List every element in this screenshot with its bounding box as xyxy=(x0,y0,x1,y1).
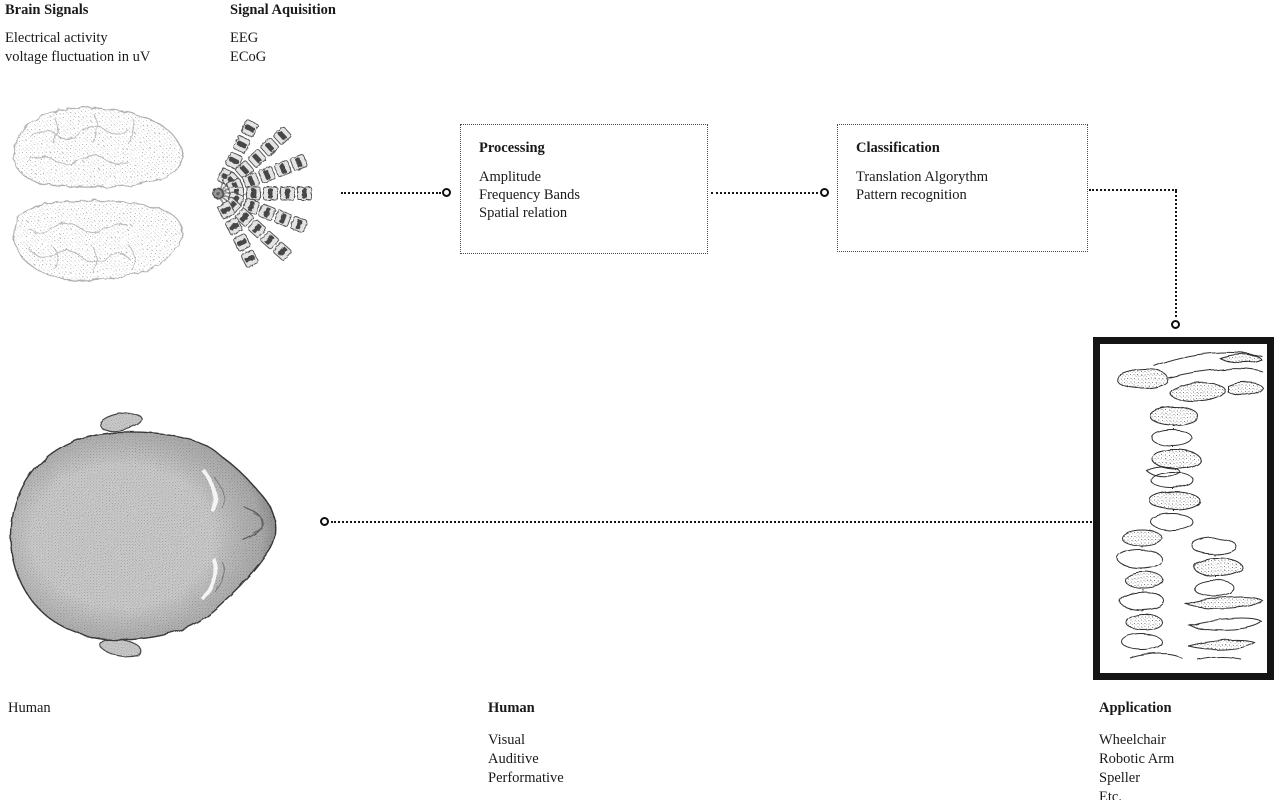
brain-signals-line: voltage fluctuation in uV xyxy=(5,49,151,65)
electrode-strip-fan-image xyxy=(212,118,316,269)
human-feedback-line: Visual xyxy=(488,732,525,748)
connector-processing-to-classification xyxy=(711,192,818,194)
connector-classification-to-application-horizontal xyxy=(1089,189,1177,191)
connector-node-application xyxy=(1171,320,1180,329)
brain-illustration xyxy=(2,100,188,290)
processing-line: Frequency Bands xyxy=(479,187,581,203)
electrode-array-illustration xyxy=(212,118,316,269)
application-line: Speller xyxy=(1099,770,1141,786)
connector-human-to-application xyxy=(331,521,1092,523)
signal-acquisition-body xyxy=(230,29,266,67)
human-feedback-line: Performative xyxy=(488,770,564,786)
classification-box xyxy=(837,124,1088,252)
connector-node-classification xyxy=(820,188,829,197)
signal-acquisition-title: Signal Aquisition xyxy=(230,2,336,18)
application-line: Wheelchair xyxy=(1099,732,1166,748)
processing-line: Spatial relation xyxy=(479,205,568,221)
brain-signals-title: Brain Signals xyxy=(5,2,89,18)
classification-title: Classification xyxy=(856,140,940,156)
connector-node-human xyxy=(320,517,329,526)
human-source-label: Human xyxy=(8,700,51,716)
connector-node-processing xyxy=(442,188,451,197)
signal-acquisition-line: ECoG xyxy=(230,49,267,65)
connector-acquisition-to-processing xyxy=(341,192,441,194)
human-feedback-title: Human xyxy=(488,700,535,716)
brain-signals-body xyxy=(5,29,150,67)
signal-acquisition-line: EEG xyxy=(230,30,259,46)
classification-line: Pattern recognition xyxy=(856,187,967,203)
application-image-frame xyxy=(1093,337,1274,680)
processing-title: Processing xyxy=(479,140,545,156)
brain-signals-line: Electrical activity xyxy=(5,30,108,46)
processing-box xyxy=(460,124,708,254)
processing-line: Amplitude xyxy=(479,169,542,185)
processing-body xyxy=(479,168,689,222)
brain-top-view-image xyxy=(2,100,188,290)
application-body xyxy=(1099,731,1174,800)
human-feedback-body xyxy=(488,731,564,788)
connector-classification-to-application-vertical xyxy=(1175,191,1177,317)
classification-body xyxy=(856,168,1069,204)
human-feedback-line: Auditive xyxy=(488,751,539,767)
classification-line: Translation Algorythm xyxy=(856,169,988,185)
head-top-view-image xyxy=(3,406,287,658)
application-title: Application xyxy=(1099,700,1172,716)
application-line: Etc. xyxy=(1099,789,1122,800)
application-line: Robotic Arm xyxy=(1099,751,1175,767)
head-illustration xyxy=(3,406,287,658)
application-sketch-image xyxy=(1102,346,1265,671)
